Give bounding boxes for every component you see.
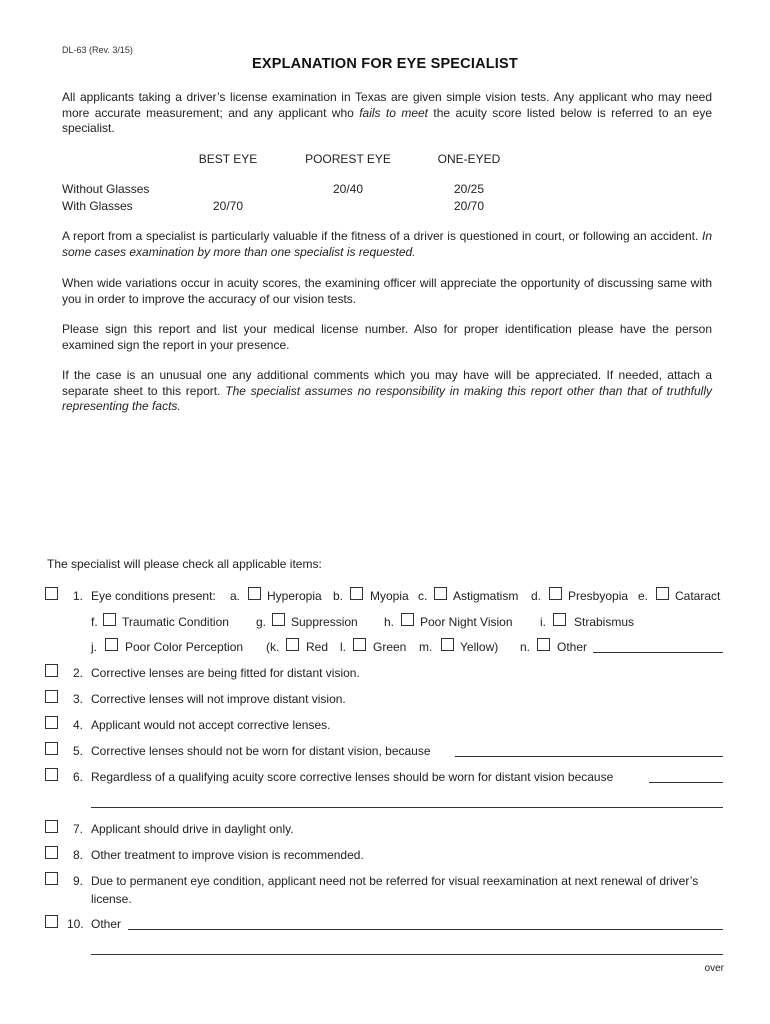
unusual-paragraph: If the case is an unusual one any additional comments which you may have will be appreciated. If needed, attach a separate sheet to this report. The specialist assumes no responsibility in making this report other than that of truthfully representing the facts. [62, 368, 713, 414]
condition-label: Traumatic Condition [122, 615, 229, 629]
suppression-checkbox[interactable] [272, 613, 285, 626]
item-3-text: Corrective lenses will not improve distant vision. [91, 692, 346, 706]
condition-letter: (k. [266, 640, 280, 654]
other-condition-line[interactable] [593, 652, 723, 653]
condition-letter: e. [638, 589, 649, 603]
item-2-checkbox[interactable] [45, 664, 58, 677]
condition-letter: g. [256, 615, 267, 629]
traumatic-condition-checkbox[interactable] [103, 613, 116, 626]
condition-letter: d. [531, 589, 542, 603]
report-paragraph: A report from a specialist is particularly valuable if the fitness of a driver is questioned in court, or following an accident. In some cases examination by more than one specialist is requested. [62, 229, 712, 259]
cataract-checkbox[interactable] [656, 587, 669, 600]
form-id: DL-63 (Rev. 3/15) [62, 45, 133, 55]
condition-letter: c. [418, 589, 428, 603]
poor-night-vision-checkbox[interactable] [401, 613, 414, 626]
condition-label: Astigmatism [453, 589, 519, 603]
item-10-checkbox[interactable] [45, 915, 58, 928]
item-4-checkbox[interactable] [45, 716, 58, 729]
item-number: 8. [73, 848, 84, 862]
condition-label: Green [373, 640, 407, 654]
presbyopia-checkbox[interactable] [549, 587, 562, 600]
item-9-checkbox[interactable] [45, 872, 58, 885]
item-number: 7. [73, 822, 84, 836]
other-condition-checkbox[interactable] [537, 638, 550, 651]
check-instruction: The specialist will please check all applicable items: [47, 557, 322, 571]
over-label: over [704, 963, 724, 974]
item-5-checkbox[interactable] [45, 742, 58, 755]
condition-letter: f. [91, 615, 98, 629]
red-checkbox[interactable] [286, 638, 299, 651]
sign-paragraph: Please sign this report and list your medical license number. Also for proper identification please have the person examined sign the report in your presence. [62, 322, 712, 352]
green-checkbox[interactable] [353, 638, 366, 651]
condition-label: Poor Color Perception [125, 640, 244, 654]
variation-paragraph: When wide variations occur in acuity scores, the examining officer will appreciate the opportunity of discussing same with you in order to improve the accuracy of our vision tests. [62, 276, 712, 306]
item-9-text-continued: license. [91, 892, 132, 906]
strabismus-checkbox[interactable] [553, 613, 566, 626]
item-6-line-2[interactable] [91, 807, 723, 808]
item-number: 3. [73, 692, 84, 706]
header-best-eye: BEST EYE [198, 152, 258, 166]
page-title: EXPLANATION FOR EYE SPECIALIST [252, 56, 518, 72]
condition-label: Poor Night Vision [420, 615, 513, 629]
condition-letter: a. [230, 589, 241, 603]
item-1-text: Eye conditions present: [91, 589, 216, 603]
hyperopia-checkbox[interactable] [248, 587, 261, 600]
condition-label: Red [306, 640, 329, 654]
item-4-text: Applicant would not accept corrective lenses. [91, 718, 331, 732]
header-one-eyed: ONE-EYED [437, 152, 501, 166]
cell-without-one-eyed: 20/25 [453, 182, 485, 196]
item-7-checkbox[interactable] [45, 820, 58, 833]
condition-label: Cataract [675, 589, 721, 603]
item-9-text: Due to permanent eye condition, applicant need not be referred for visual reexamination at next renewal of driver’s [91, 874, 699, 888]
condition-letter: h. [384, 615, 395, 629]
poor-color-perception-checkbox[interactable] [105, 638, 118, 651]
item-8-text: Other treatment to improve vision is recommended. [91, 848, 364, 862]
condition-letter: b. [333, 589, 344, 603]
header-poorest-eye: POOREST EYE [305, 152, 391, 166]
condition-label: Presbyopia [568, 589, 629, 603]
cell-without-poorest: 20/40 [332, 182, 364, 196]
condition-letter: j. [91, 640, 97, 654]
condition-label: Suppression [291, 615, 358, 629]
item-10-line-2[interactable] [91, 954, 723, 955]
condition-label: Strabismus [574, 615, 635, 629]
item-5-line[interactable] [455, 756, 723, 757]
item-number: 10. [67, 917, 84, 931]
item-10-text: Other [91, 917, 122, 931]
item-number: 4. [73, 718, 84, 732]
intro-paragraph: All applicants taking a driver’s license examination in Texas are given simple vision tests. Any applicant who may need more accurate measurement; and any applicant who fails to meet the acuity score listed below is referred to an eye specialist. [62, 90, 713, 136]
astigmatism-checkbox[interactable] [434, 587, 447, 600]
condition-letter: i. [540, 615, 546, 629]
condition-label: Hyperopia [267, 589, 322, 603]
item-6-text: Regardless of a qualifying acuity score corrective lenses should be worn for distant vision because [91, 770, 614, 784]
condition-label: Other [557, 640, 588, 654]
condition-label: Myopia [370, 589, 409, 603]
item-6-line[interactable] [649, 782, 723, 783]
condition-label: Yellow) [460, 640, 499, 654]
row-label-without-glasses: Without Glasses [62, 182, 150, 196]
yellow-checkbox[interactable] [441, 638, 454, 651]
item-10-line[interactable] [128, 929, 723, 930]
condition-letter: n. [520, 640, 531, 654]
item-7-text: Applicant should drive in daylight only. [91, 822, 294, 836]
myopia-checkbox[interactable] [350, 587, 363, 600]
item-number: 2. [73, 666, 84, 680]
item-number: 5. [73, 744, 84, 758]
item-number: 6. [73, 770, 84, 784]
condition-letter: m. [419, 640, 433, 654]
item-5-text: Corrective lenses should not be worn for distant vision, because [91, 744, 431, 758]
cell-with-best: 20/70 [212, 199, 244, 213]
item-number: 1. [73, 589, 84, 603]
item-6-checkbox[interactable] [45, 768, 58, 781]
item-1-checkbox[interactable] [45, 587, 58, 600]
cell-with-one-eyed: 20/70 [453, 199, 485, 213]
condition-letter: l. [340, 640, 346, 654]
item-3-checkbox[interactable] [45, 690, 58, 703]
item-number: 9. [73, 874, 84, 888]
item-2-text: Corrective lenses are being fitted for distant vision. [91, 666, 360, 680]
row-label-with-glasses: With Glasses [62, 199, 133, 213]
item-8-checkbox[interactable] [45, 846, 58, 859]
